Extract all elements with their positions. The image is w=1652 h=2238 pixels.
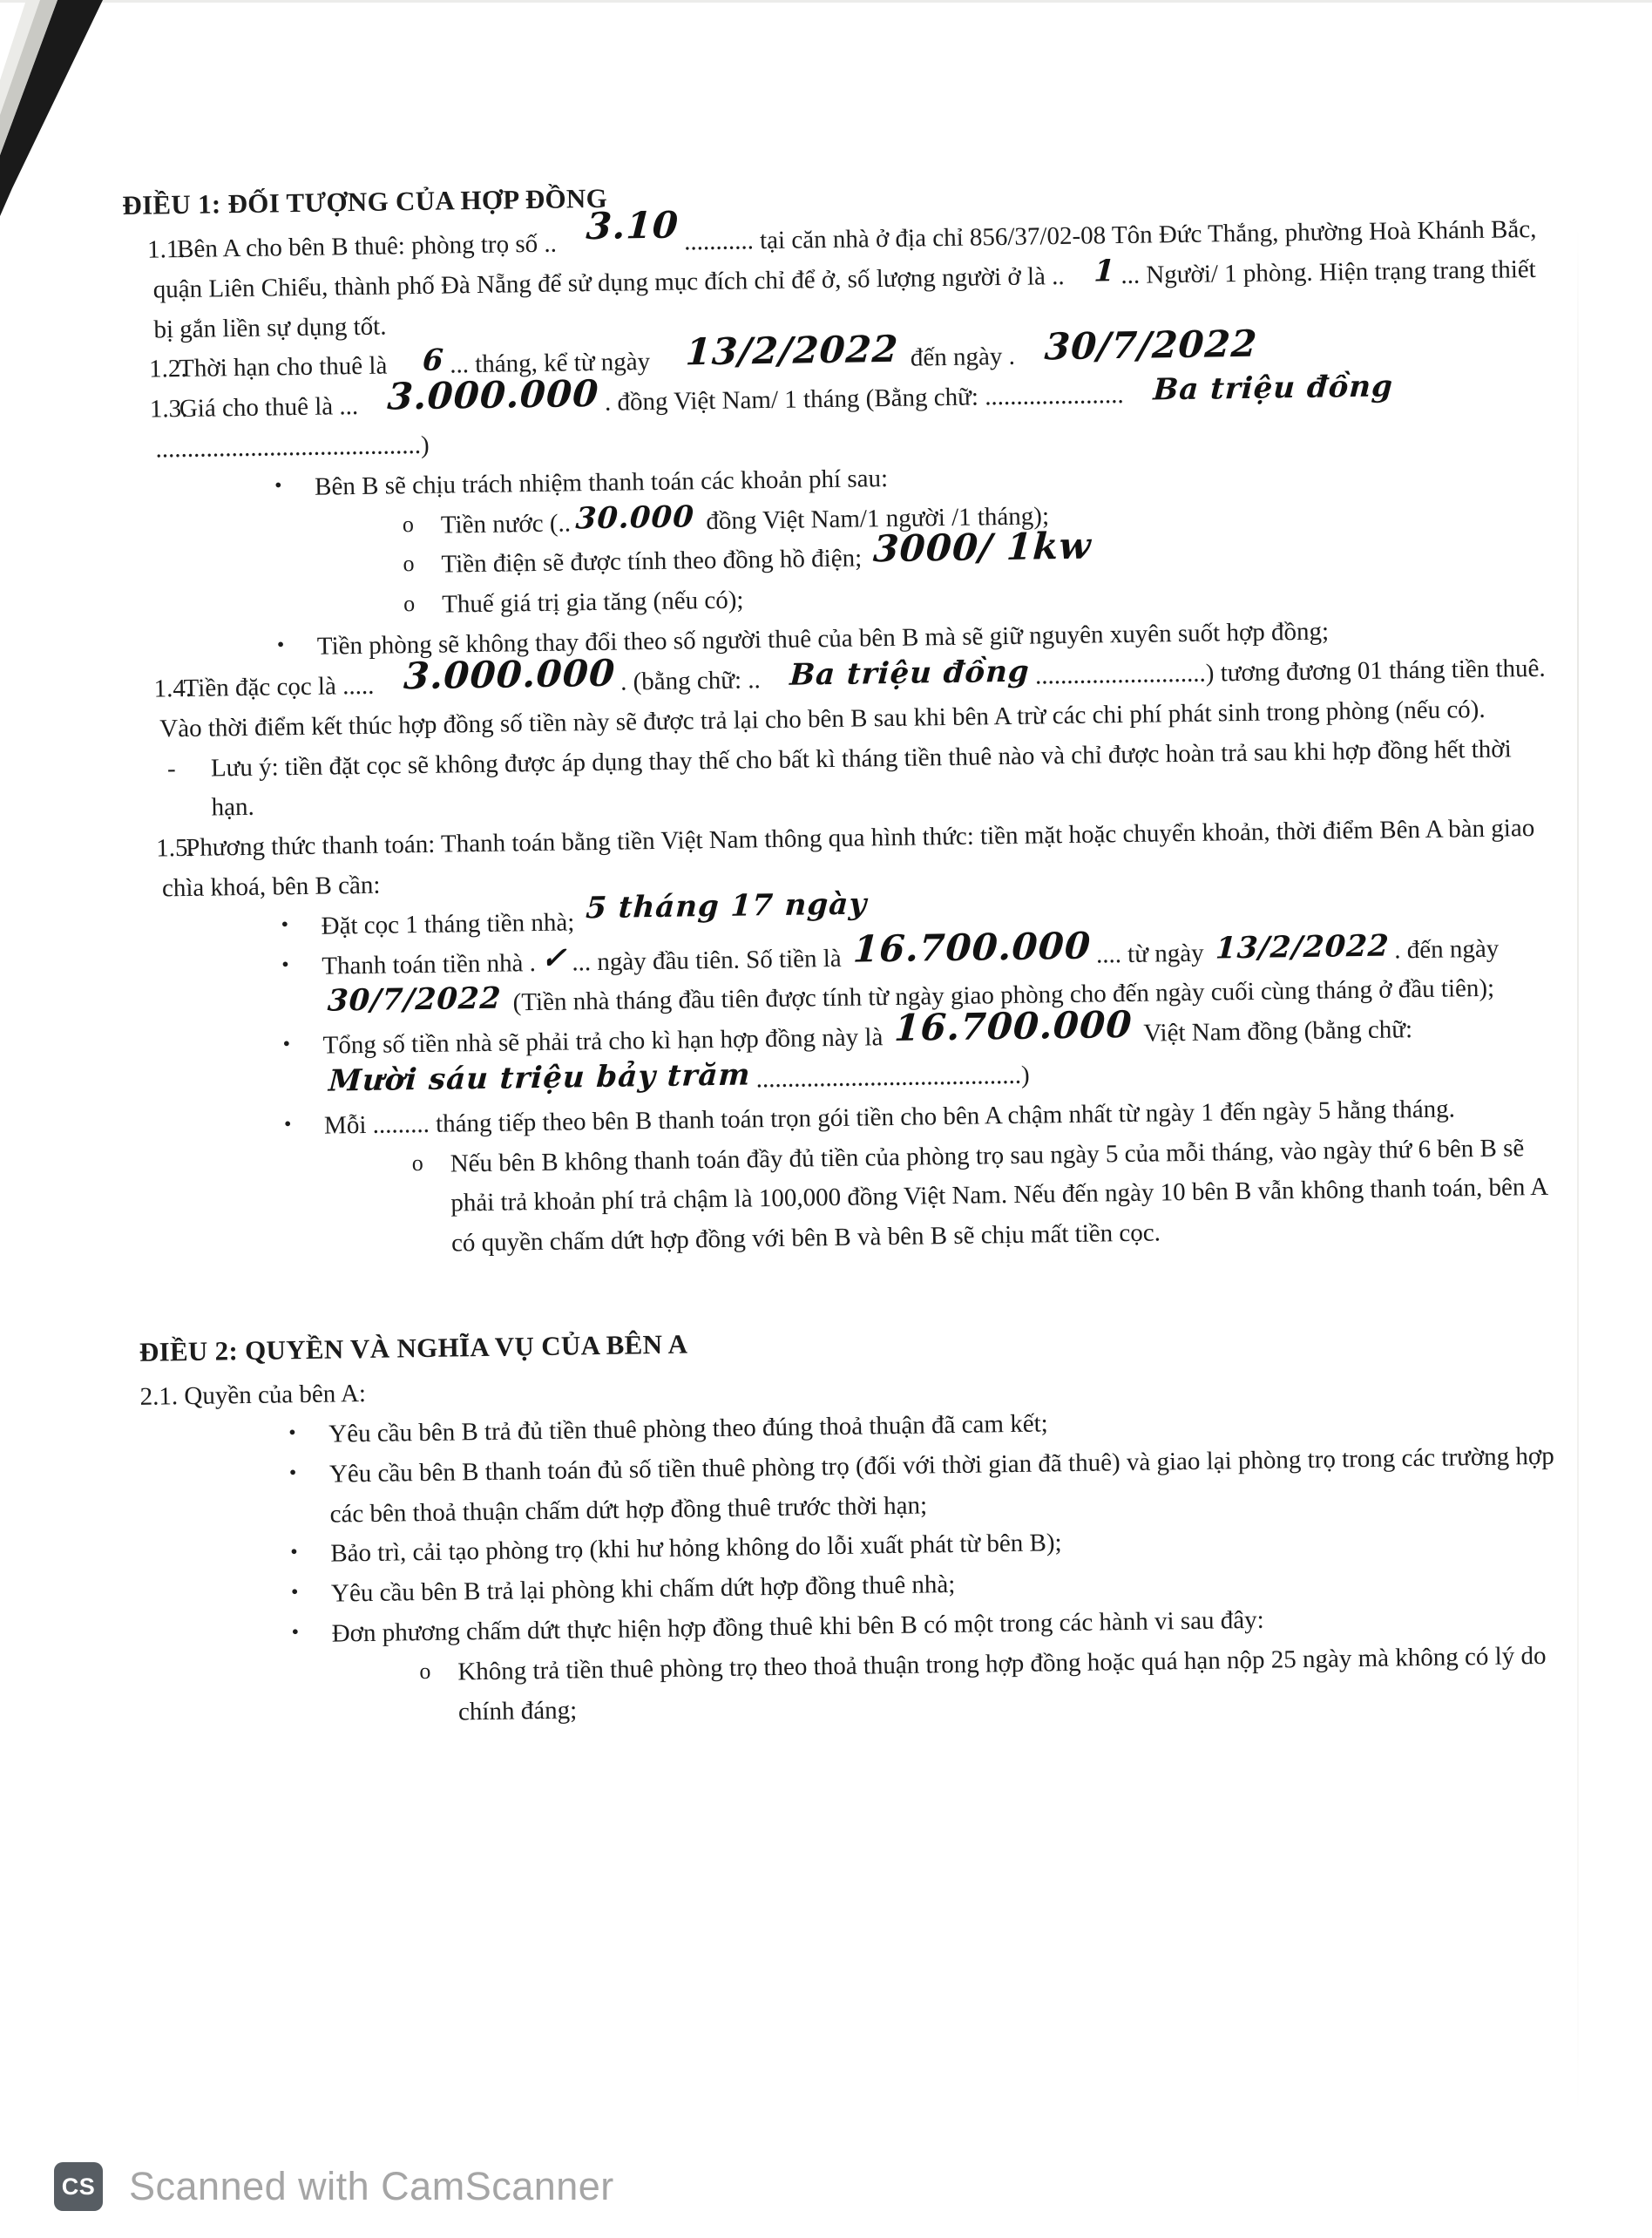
printed-text: Tổng số tiền nhà sẽ phải trả cho kì hạn hợp đồng này là xyxy=(322,1023,890,1060)
printed-text: ĐIỀU 2: QUYỀN VÀ NGHĨA VỤ CỦA BÊN A xyxy=(139,1328,688,1367)
printed-text: Mỗi ......... tháng tiếp theo bên B thanh toán trọn gói tiền cho bên A chậm nhất từ ngày 1 đến ngày 5 hằng tháng. xyxy=(323,1095,1456,1140)
printed-text: Tiền đặc cọc là ..... xyxy=(183,671,375,702)
printed-text: Yêu cầu bên B trả đủ tiền thuê phòng theo đúng thoả thuận đã cam kết; xyxy=(328,1409,1048,1448)
paragraph-label: 1.3. xyxy=(149,395,188,424)
camscanner-logo-icon xyxy=(54,2162,103,2211)
handwritten-text: 6 xyxy=(422,342,446,379)
printed-text: Bảo trì, cải tạo phòng trọ (khi hư hỏng không do lỗi xuất phát từ bên B); xyxy=(330,1529,1062,1568)
printed-text: Giá cho thuê là ... xyxy=(179,392,359,424)
printed-text: Tiền điện sẽ được tính theo đồng hồ điện; xyxy=(441,544,869,580)
handwritten-text: 16.700.000 xyxy=(893,1003,1134,1050)
handwritten-text: 3.000.000 xyxy=(402,651,617,698)
printed-text: Yêu cầu bên B trả lại phòng khi chấm dứt hợp đồng thuê nhà; xyxy=(330,1570,956,1608)
printed-text: Bên A cho bên B thuê: phòng trọ số .. xyxy=(176,229,558,264)
printed-text: Nếu bên B không thanh toán đầy đủ tiền của phòng trọ sau ngày 5 của mỗi tháng, vào ngày thứ 6 bên B sẽ phải trả khoản phí trả chậm là 100,000 đồng Việt Nam. Nếu đến ngày 10 bên B vẫn không thanh toán, bên A có quyền chấm dứt hợp đồng với bên B và bên B sẽ chịu mất tiền cọc. xyxy=(450,1133,1547,1258)
camscanner-watermark: Scanned with CamScanner xyxy=(129,2164,614,2208)
handwritten-text: Ba triệu đồng xyxy=(1152,369,1394,408)
printed-text: Lưu ý: tiền đặt cọc sẽ không được áp dụng thay thế cho bất kì tháng tiền thuê nào và chỉ được hoàn trả sau khi hợp đồng hết thời hạn. xyxy=(210,734,1512,822)
scan-corner-fold xyxy=(0,0,183,244)
printed-text: ... tháng, kể từ ngày xyxy=(450,348,657,379)
handwritten-text: 30.000 xyxy=(574,498,696,536)
handwritten-text: 5 tháng 17 ngày xyxy=(585,886,869,926)
printed-text: Thời hạn cho thuê là xyxy=(178,351,394,383)
printed-text: Việt Nam đồng (bằng chữ: xyxy=(1137,1015,1413,1048)
handwritten-text: 3.10 xyxy=(585,203,680,248)
printed-text: Thanh toán tiền nhà . xyxy=(322,948,537,980)
printed-text: . (bằng chữ: .. xyxy=(620,666,762,696)
paragraph-label: • xyxy=(288,1461,297,1485)
camscanner-footer xyxy=(0,2135,1652,2238)
handwritten-text: 3.000.000 xyxy=(386,372,601,418)
sub-late-payment xyxy=(136,1128,1558,1269)
handwritten-text: 3000/ 1kw xyxy=(871,524,1093,571)
scan-fold-line xyxy=(1577,227,1579,2116)
paragraph-label: • xyxy=(290,1581,299,1604)
printed-text: Đặt cọc 1 tháng tiền nhà; xyxy=(321,908,581,940)
printed-text: Không trả tiền thuê phòng trọ theo thoả thuận trong hợp đồng hoặc quá hạn nộp 25 ngày mà không có lý do chính đáng; xyxy=(457,1641,1547,1726)
paragraph-label: 1.1. xyxy=(146,234,186,264)
paragraph-label: 1.5. xyxy=(156,834,195,863)
printed-text: . đồng Việt Nam/ 1 tháng (Bằng chữ: ...................... xyxy=(604,381,1124,417)
paragraph-label: o xyxy=(403,551,415,577)
paragraph-label: 1.2. xyxy=(148,355,187,383)
printed-text: (Tiền nhà tháng đầu tiên được tính từ ngày giao phòng cho đến ngày cuối cùng tháng ở đầu tiên); xyxy=(506,974,1495,1017)
printed-text: Tiền phòng sẽ không thay đổi theo số người thuê của bên B mà sẽ giữ nguyên xuyên suốt hợp đồng; xyxy=(316,617,1330,661)
handwritten-text: 1 xyxy=(1093,253,1117,289)
printed-text: đồng Việt Nam/1 người /1 tháng); xyxy=(699,501,1050,535)
printed-text: Phương thức thanh toán: Thanh toán bằng tiền Việt Nam thông qua hình thức: tiền mặt hoặc chuyển khoản, thời điểm Bên A bàn giao chìa khoá, bên B cần: xyxy=(161,814,1535,903)
paragraph-label: • xyxy=(281,913,289,937)
printed-text: Đơn phương chấm dứt thực hiện hợp đồng thuê khi bên B có một trong các hành vi sau đây: xyxy=(331,1605,1264,1648)
paragraph-label: 1.4. xyxy=(153,674,193,703)
printed-text: .... từ ngày xyxy=(1095,939,1211,969)
handwritten-text: 16.700.000 xyxy=(851,924,1093,971)
printed-text: Tiền nước (.. xyxy=(440,509,572,539)
handwritten-text: Mười sáu triệu bảy trăm xyxy=(328,1057,752,1099)
printed-text: Bên B sẽ chịu trách nhiệm thanh toán các khoản phí sau: xyxy=(314,464,889,501)
printed-text: . đến ngày xyxy=(1393,934,1500,965)
printed-text: đến ngày . xyxy=(904,342,1016,373)
handwritten-text: 30/7/2022 xyxy=(1043,322,1259,369)
document-body xyxy=(122,164,1565,1737)
printed-text: ..........................................) xyxy=(755,1061,1030,1094)
paragraph-label: o xyxy=(419,1658,431,1684)
paragraph-label: • xyxy=(281,953,289,976)
printed-text: ...........................) tương đương 01 tháng tiền thuê. Vào thời điểm kết thúc hợp đồng số tiền này sẽ được trả lại cho bên B sau khi bên A trừ các chi phí phát sinh trong phòng (nếu có). xyxy=(159,654,1546,743)
paragraph-label: • xyxy=(282,1033,291,1056)
printed-text: ĐIỀU 1: ĐỐI TƯỢNG CỦA HỢP ĐỒNG xyxy=(122,182,608,220)
paragraph-label: • xyxy=(290,1541,298,1564)
paragraph-label: - xyxy=(166,754,176,783)
handwritten-text: 13/2/2022 xyxy=(684,328,900,374)
handwritten-text: 30/7/2022 xyxy=(326,981,503,1020)
printed-text: ..........................................) xyxy=(155,431,430,464)
paragraph-label: o xyxy=(411,1150,423,1176)
paragraph-label: • xyxy=(276,634,285,657)
camscanner-logo-text: CS xyxy=(61,2173,96,2200)
paragraph-label: o xyxy=(402,511,415,537)
paragraph-label: • xyxy=(283,1113,292,1136)
paragraph-label: • xyxy=(288,1421,296,1445)
handwritten-text: Ba triệu đồng xyxy=(789,654,1032,693)
printed-text: ........... tại căn nhà ở địa chỉ 856/37/02-08 Tôn Đức Thắng, phường Hoà Khánh Bắc, quận Liên Chiểu, thành phố Đà Nẵng để sử dụng mục đích chỉ để ở, số lượng người ở là .. xyxy=(152,214,1537,304)
printed-text: Yêu cầu bên B thanh toán đủ số tiền thuê phòng trọ (đối với thời gian đã thuê) và giao lại phòng trọ trong các trường hợp các bên thoả thuận chấm dứt hợp đồng thuê trước thời hạn; xyxy=(328,1441,1554,1529)
paragraph-label: • xyxy=(274,474,282,498)
printed-text: 2.1. Quyền của bên A: xyxy=(139,1380,367,1411)
paragraph-label: o xyxy=(403,591,416,617)
printed-text: ... ngày đầu tiên. Số tiền là xyxy=(572,944,849,977)
printed-text: ... Người/ 1 phòng. Hiện trạng trang thiết bị gắn liền sự dụng tốt. xyxy=(153,254,1536,344)
handwritten-text: 13/2/2022 xyxy=(1214,928,1391,966)
handwritten-text: ✓ xyxy=(539,940,568,976)
scan-top-edge xyxy=(0,0,1652,3)
printed-text: Thuế giá trị gia tăng (nếu có); xyxy=(441,586,744,619)
paragraph-label: • xyxy=(291,1621,300,1645)
